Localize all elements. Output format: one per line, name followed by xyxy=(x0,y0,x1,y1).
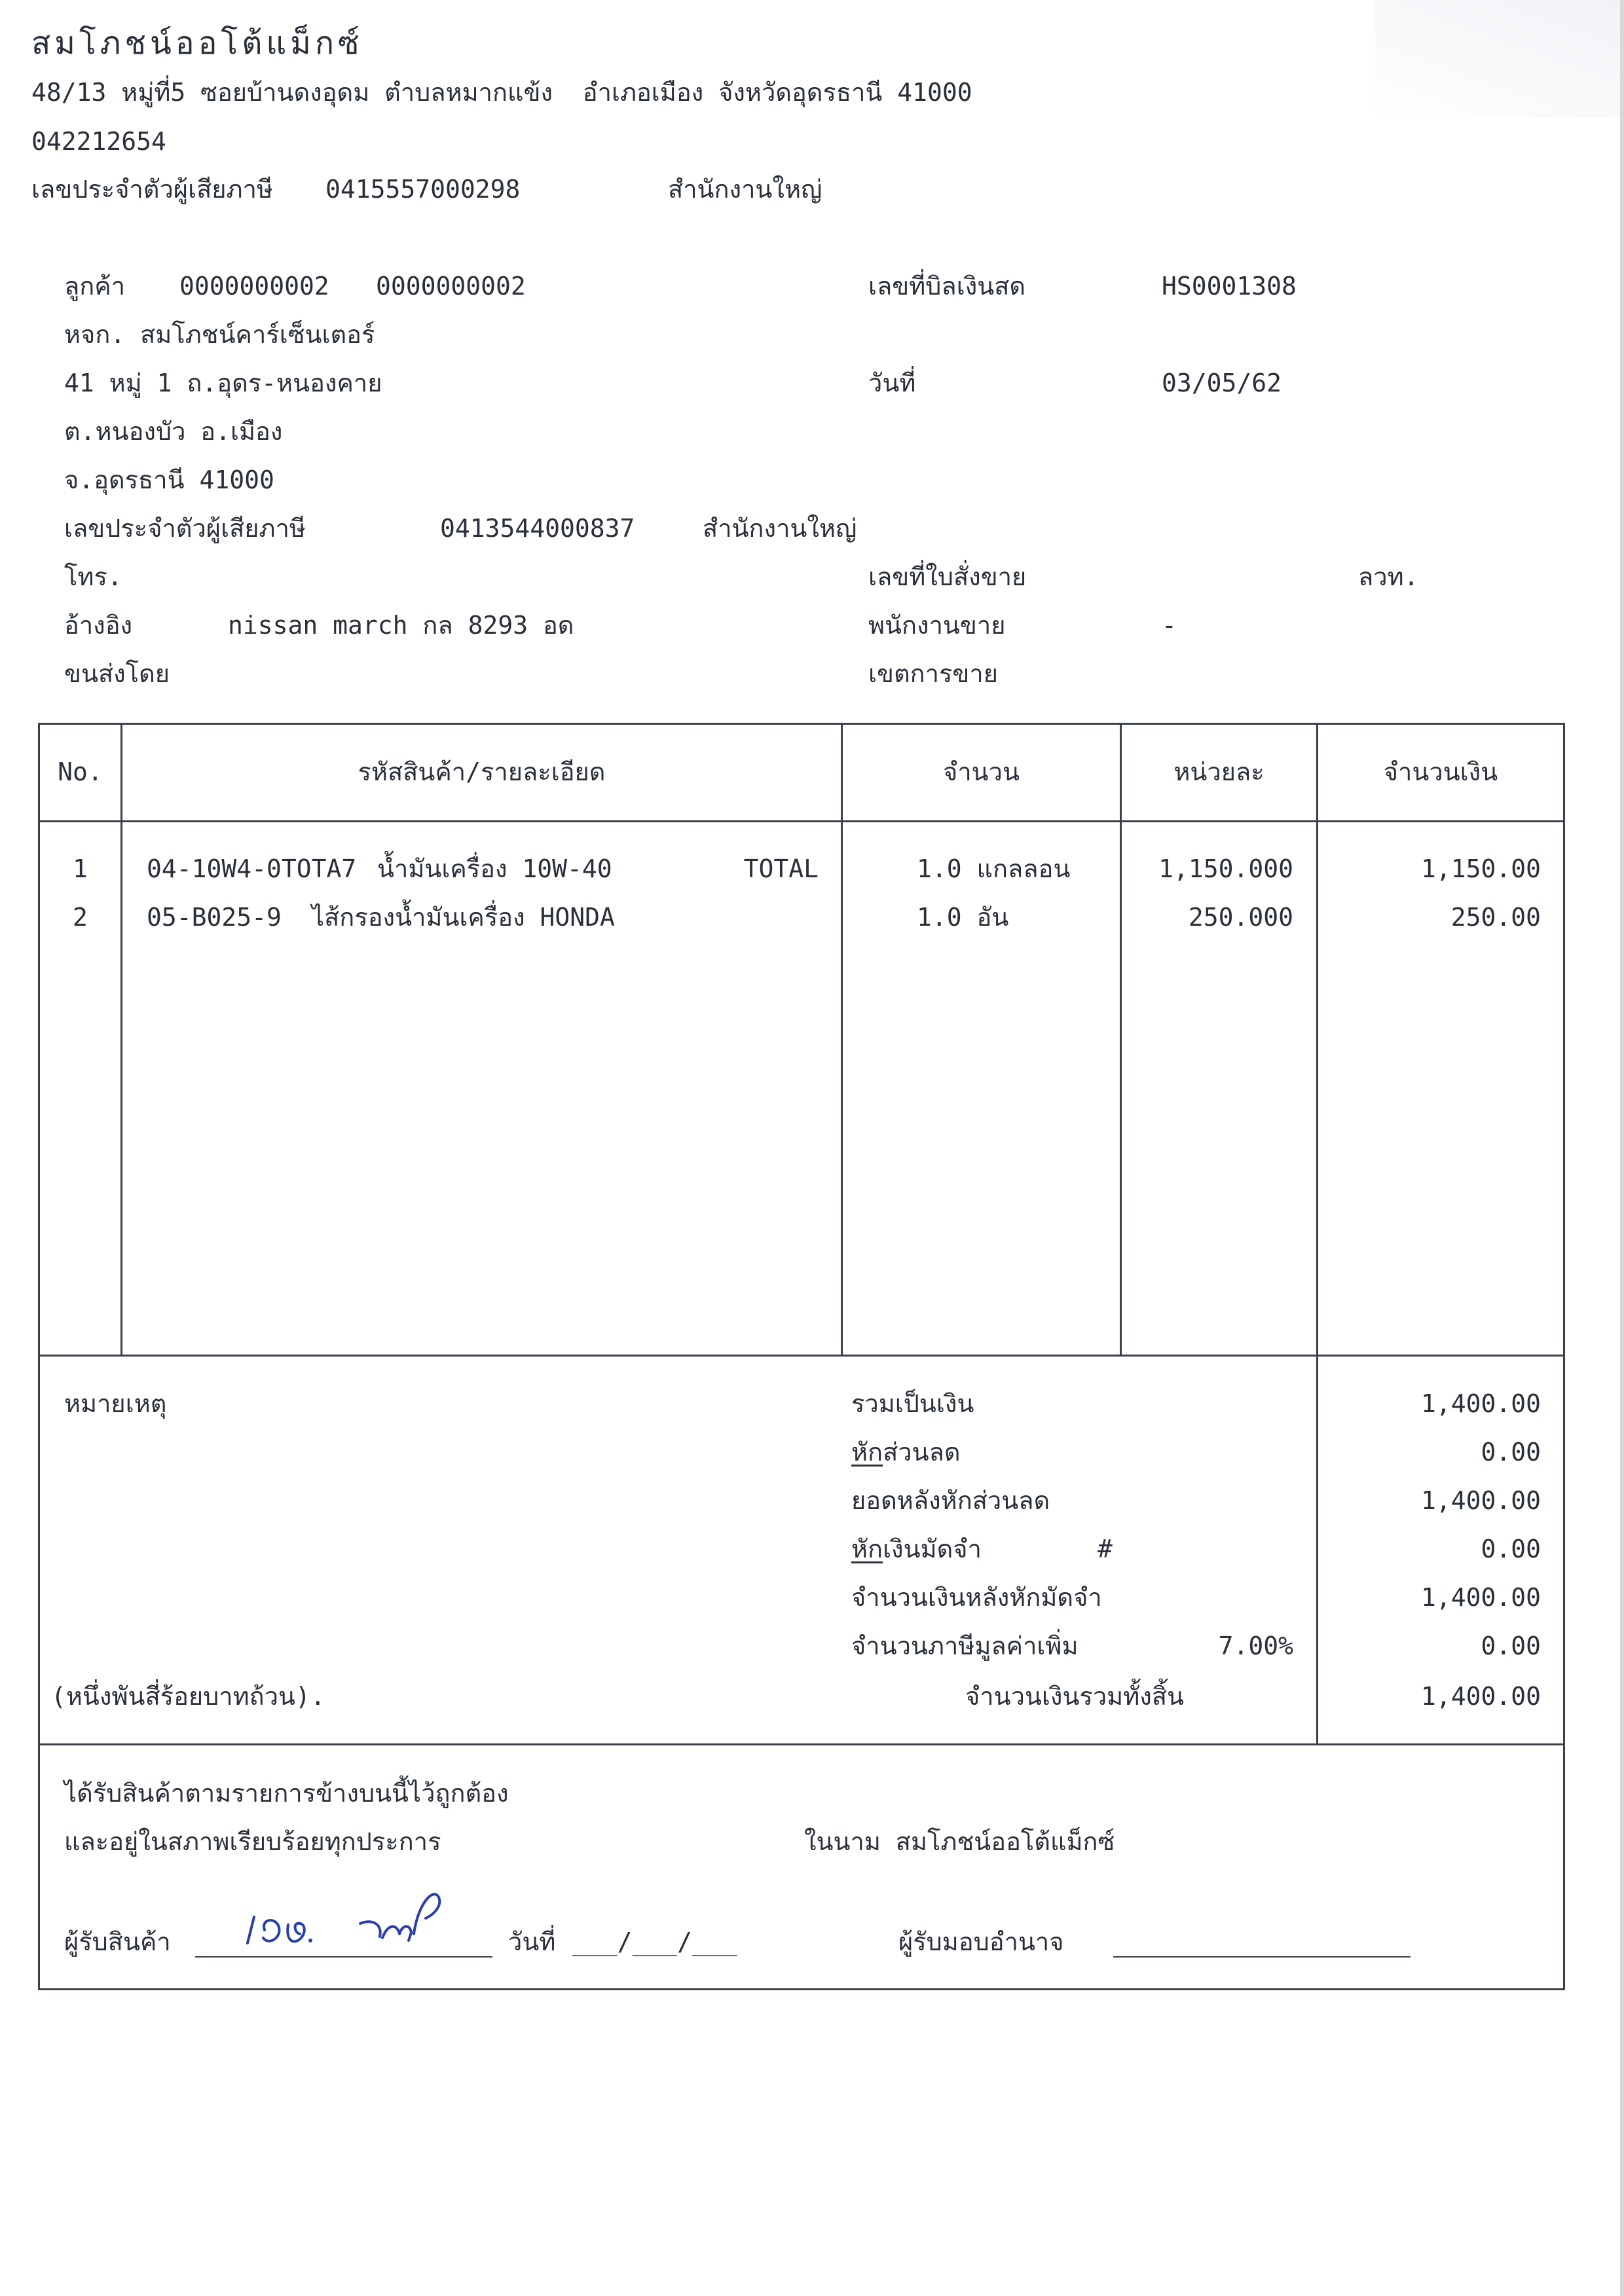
scan-edge xyxy=(1620,0,1624,2296)
customer-code-1: 0000000002 xyxy=(179,272,329,301)
receiver-signature xyxy=(242,1878,452,1956)
company-phone: 042212654 xyxy=(31,127,166,156)
discount-label: หักส่วนลด xyxy=(851,1438,961,1467)
discount-value: 0.00 xyxy=(1481,1438,1541,1467)
invoice-date: 03/05/62 xyxy=(1162,369,1282,397)
row-code: 05-B025-9 xyxy=(147,903,282,932)
deposit-label: หักเงินมัดจำ xyxy=(851,1535,982,1563)
row-amount: 1,150.00 xyxy=(1420,854,1541,883)
company-tax-id: 0415557000298 xyxy=(325,175,521,204)
row-no: 2 xyxy=(73,903,88,932)
col-header-unit-price: หน่วยละ xyxy=(1173,757,1264,786)
receive-date-label: วันที่ xyxy=(508,1927,556,1956)
company-address: 48/13 หมู่ที่5 ซอยบ้านดงอุดม ตำบลหมากแข้ง อำเภอเมือง จังหวัดอุดรธานี 41000 xyxy=(31,78,972,107)
customer-phone-label: โทร. xyxy=(64,562,122,591)
after-discount-value: 1,400.00 xyxy=(1420,1486,1541,1515)
row-unit-price: 1,150.000 xyxy=(1158,854,1293,883)
subtotal-label: รวมเป็นเงิน xyxy=(851,1389,974,1418)
row-brand: TOTAL xyxy=(743,854,819,883)
customer-name: หจก. สมโภชน์คาร์เซ็นเตอร์ xyxy=(64,320,375,349)
customer-branch: สำนักงานใหญ่ xyxy=(703,514,857,543)
authorized-signature-line xyxy=(1113,1956,1411,1958)
receiver-label: ผู้รับสินค้า xyxy=(64,1927,171,1956)
row-code: 04-10W4-0TOTA7 xyxy=(147,854,357,883)
received-statement-1: ได้รับสินค้าตามรายการข้างบนนี้ไว้ถูกต้อง xyxy=(64,1779,509,1808)
customer-code-2: 0000000002 xyxy=(376,272,526,301)
col-header-no: No. xyxy=(58,757,103,786)
row-qty: 1.0 อัน xyxy=(917,903,1009,932)
amount-in-words: (หนึ่งพันสี่ร้อยบาทถ้วน). xyxy=(51,1682,325,1711)
after-deposit-value: 1,400.00 xyxy=(1420,1583,1541,1612)
row-no: 1 xyxy=(73,854,88,883)
grand-total-label: จำนวนเงินรวมทั้งสิ้น xyxy=(965,1682,1184,1711)
customer-label: ลูกค้า xyxy=(64,272,126,301)
receiver-signature-line xyxy=(195,1956,492,1958)
salesperson-label: พนักงานขาย xyxy=(868,611,1006,640)
row-description: น้ำมันเครื่อง 10W-40 xyxy=(377,854,612,883)
row-qty: 1.0 แกลลอน xyxy=(917,854,1071,883)
order-no-suffix: ลวท. xyxy=(1358,562,1419,591)
row-unit-price: 250.000 xyxy=(1188,903,1293,932)
salesperson: - xyxy=(1162,611,1177,640)
customer-address-2: ต.หนองบัว อ.เมือง xyxy=(64,417,283,446)
grand-total-value: 1,400.00 xyxy=(1420,1682,1541,1711)
subtotal-value: 1,400.00 xyxy=(1420,1389,1541,1418)
order-no-label: เลขที่ใบสั่งขาย xyxy=(868,562,1027,591)
after-discount-label: ยอดหลังหักส่วนลด xyxy=(851,1486,1050,1515)
remarks-label: หมายเหตุ xyxy=(64,1389,167,1418)
reference-value: nissan march กล 8293 อด xyxy=(228,611,574,640)
deposit-hash: # xyxy=(1098,1535,1113,1563)
bill-no-label: เลขที่บิลเงินสด xyxy=(868,272,1026,301)
customer-tax-id: 0413544000837 xyxy=(440,514,635,543)
invoice-date-label: วันที่ xyxy=(868,369,916,397)
authorized-label: ผู้รับมอบอำนาจ xyxy=(898,1927,1064,1956)
customer-address-3: จ.อุดรธานี 41000 xyxy=(64,465,274,494)
bill-no: HS0001308 xyxy=(1162,272,1297,301)
sales-area-label: เขตการขาย xyxy=(868,659,998,688)
row-description: ไส้กรองน้ำมันเครื่อง HONDA xyxy=(312,903,615,932)
customer-address-1: 41 หมู่ 1 ถ.อุดร-หนองคาย xyxy=(64,369,382,397)
reference-label: อ้างอิง xyxy=(64,611,133,640)
vat-rate: 7.00% xyxy=(1218,1631,1293,1660)
col-header-qty: จำนวน xyxy=(943,757,1020,786)
customer-tax-id-label: เลขประจำตัวผู้เสียภาษี xyxy=(64,514,306,543)
received-statement-2: และอยู่ในสภาพเรียบร้อยทุกประการ xyxy=(64,1827,441,1856)
company-tax-id-label: เลขประจำตัวผู้เสียภาษี xyxy=(31,175,273,204)
vat-label: จำนวนภาษีมูลค่าเพิ่ม xyxy=(851,1631,1079,1660)
col-header-item: รหัสสินค้า/รายละเอียด xyxy=(358,757,606,786)
col-header-amount: จำนวนเงิน xyxy=(1383,757,1498,786)
company-name: สมโภชน์ออโต้แม็กซ์ xyxy=(31,25,363,62)
deposit-value: 0.00 xyxy=(1481,1535,1541,1563)
receive-date-blank: ___/___/___ xyxy=(572,1927,737,1956)
on-behalf-of: ในนาม สมโภชน์ออโต้แม็กซ์ xyxy=(804,1827,1115,1856)
vat-value: 0.00 xyxy=(1481,1631,1541,1660)
scan-shadow xyxy=(1375,0,1624,118)
company-branch: สำนักงานใหญ่ xyxy=(668,175,822,204)
ship-by-label: ขนส่งโดย xyxy=(64,659,170,688)
row-amount: 250.00 xyxy=(1450,903,1541,932)
after-deposit-label: จำนวนเงินหลังหักมัดจำ xyxy=(851,1583,1102,1612)
